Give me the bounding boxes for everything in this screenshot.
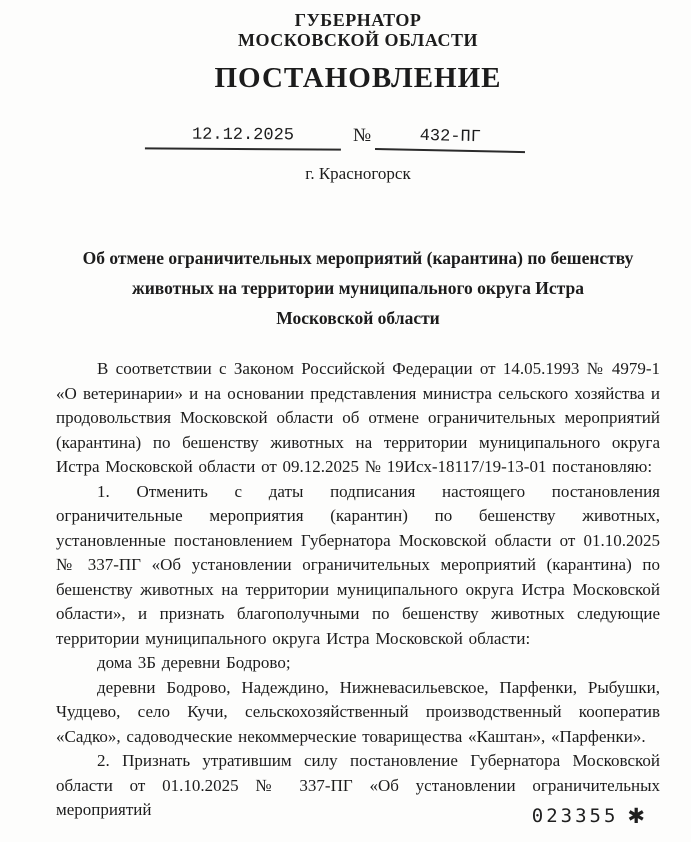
registration-stamp <box>532 805 645 827</box>
decree-body <box>56 357 660 823</box>
point-1-paragraph: 1. Отменить с даты подписания настоящего постановления ограничительные мероприятия (карантин) по бешенству животных, установленные постановлением Губернатора Московской области от 01.10.2025 № 337-ПГ «Об установлении ограничительных мероприятий (карантина) по бешенству животных на территории муниципального округа Истра Московской области», и признать благополучными по бешенству животных следующие территории муниципального округа Истра Московской области: <box>56 481 660 648</box>
subject-line-1: Об отмене ограничительных мероприятий (карантина) по бешенству <box>82 248 634 268</box>
territory-item-1: дома 3Б деревни Бодрово; <box>97 653 291 672</box>
stamp-number: 023355 <box>531 805 619 827</box>
asterisk-icon: ✱ <box>627 803 645 828</box>
subject-line-2: животных на территории муниципального округа Истра <box>132 278 584 298</box>
issuer-name-line1: ГУБЕРНАТОР <box>294 10 422 30</box>
document-type-title: ПОСТАНОВЛЕНИЕ <box>214 62 502 94</box>
date-field: 12.12.2025 <box>145 125 341 150</box>
point-2-paragraph: 2. Признать утратившим силу постановление Губернатора Московской области от 01.10.2025 № 337-ПГ «Об установлении ограничительных мероприятий <box>56 751 660 819</box>
issuer-name-line2: МОСКОВСКОЙ ОБЛАСТИ <box>238 30 478 50</box>
city-line: г. Красногорск <box>305 164 411 183</box>
subject-line-3: Московской области <box>276 308 440 328</box>
number-field: 432-ПГ <box>375 126 525 153</box>
subject-title <box>56 243 660 333</box>
date-number-row <box>56 124 660 150</box>
territory-item-2: деревни Бодрово, Надеждино, Нижневасильевское, Парфенки, Рыбушки, Чудцево, село Кучи, сельскохозяйственный производственный кооператив «Садко», садоводческие некоммерческие товарищества «Каштан», «Парфенки». <box>56 677 660 746</box>
number-sign: № <box>353 125 372 146</box>
preamble-paragraph: В соответствии с Законом Российской Федерации от 14.05.1993 № 4979-1 «О ветеринарии» и на основании представления министра сельского хозяйства и продовольствия Московской области об отмене ограничительных мероприятий (карантина) по бешенству животных на территории муниципального округа Истра Московской области от 09.12.2025 № 19Исх-18117/19-13-01 постановляю: <box>56 359 660 476</box>
